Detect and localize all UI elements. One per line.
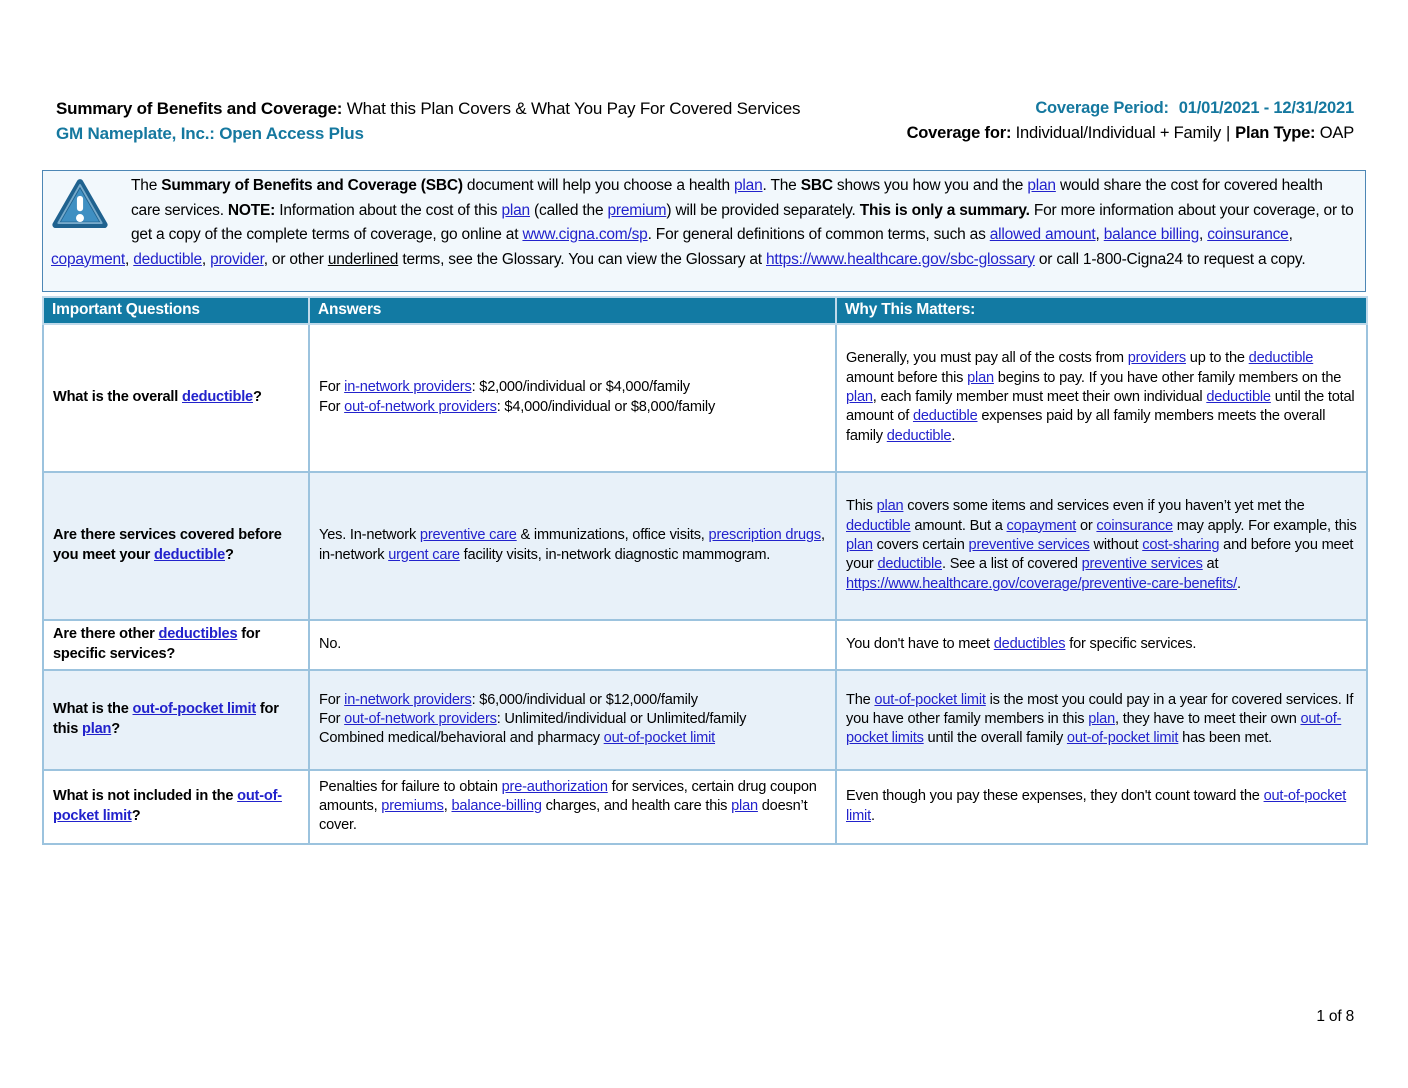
text-segment: What is the overall xyxy=(53,388,182,405)
text-segment: Information about the cost of this xyxy=(275,201,502,219)
coverage-period xyxy=(907,96,1354,121)
title-main: Summary of Benefits and Coverage: xyxy=(56,99,343,118)
glossary-link[interactable]: copayment xyxy=(1006,517,1077,534)
glossary-link[interactable]: deductible xyxy=(846,517,911,534)
text-segment: , xyxy=(201,250,211,268)
glossary-link[interactable]: deductibles xyxy=(993,635,1066,652)
glossary-link[interactable]: deductible xyxy=(877,556,942,573)
title-block xyxy=(56,96,800,146)
text-segment: ) will be provided separately. xyxy=(666,201,860,219)
benefits-table xyxy=(42,296,1368,845)
text-segment: Penalties for failure to obtain xyxy=(319,778,502,795)
text-segment: expenses paid by all family members meets the overall family xyxy=(846,408,1326,444)
text-segment: Combined medical/behavioral and pharmacy xyxy=(319,730,604,747)
answer-cell xyxy=(309,670,836,770)
coverage-for-line xyxy=(907,121,1354,146)
text-segment: The xyxy=(846,691,875,708)
glossary-link[interactable]: plan xyxy=(876,498,904,515)
glossary-link[interactable]: deductible xyxy=(182,388,253,405)
col-header-answers: Answers xyxy=(309,297,836,324)
separator: | xyxy=(1226,124,1231,142)
answer-cell xyxy=(309,770,836,844)
title-subtext: What this Plan Covers & What You Pay For Covered Services xyxy=(342,99,801,118)
text-segment: up to the xyxy=(1185,350,1249,367)
text-segment: document will help you choose a health xyxy=(462,177,735,194)
text-segment: & immunizations, office visits, xyxy=(516,527,709,544)
why-cell xyxy=(836,472,1367,620)
glossary-link[interactable]: plan xyxy=(1027,177,1056,194)
glossary-link[interactable]: deductible xyxy=(1206,388,1271,405)
glossary-link[interactable]: plan xyxy=(846,388,873,405)
text-segment: ? xyxy=(252,388,262,405)
glossary-link[interactable]: https://www.healthcare.gov/sbc-glossary xyxy=(766,250,1035,268)
text-segment: for specific services. xyxy=(1065,635,1197,652)
text-segment: , they have to meet their own xyxy=(1115,710,1301,727)
glossary-link[interactable]: out-of-pocket limit xyxy=(846,788,1347,824)
text-segment: , xyxy=(1199,226,1208,243)
text-segment: , xyxy=(1095,226,1104,243)
glossary-link[interactable]: providers xyxy=(1127,350,1186,367)
question-cell xyxy=(43,472,309,620)
text-segment: covers some items and services even if you haven’t yet met the xyxy=(903,498,1305,515)
text-segment: NOTE: xyxy=(227,201,276,219)
glossary-link[interactable]: preventive services xyxy=(1081,556,1203,573)
glossary-link[interactable]: www.cigna.com/sp xyxy=(522,226,648,243)
glossary-link[interactable]: cost-sharing xyxy=(1142,536,1220,553)
glossary-link[interactable]: out-of-pocket limit xyxy=(53,788,282,824)
text-segment: : $6,000/individual or $12,000/family xyxy=(471,691,698,708)
why-cell xyxy=(836,324,1367,472)
glossary-link[interactable]: preventive services xyxy=(968,536,1090,553)
text-segment: for services, certain drug coupon amounts, xyxy=(319,778,817,814)
glossary-link[interactable]: plan xyxy=(846,536,873,553)
glossary-link[interactable]: provider xyxy=(210,250,264,268)
text-segment: What is the xyxy=(53,701,133,718)
glossary-link[interactable]: deductible xyxy=(912,408,978,425)
glossary-link[interactable]: out-of-pocket limit xyxy=(603,730,716,747)
text-segment: at xyxy=(1202,556,1219,573)
text-segment: For xyxy=(319,691,345,708)
text-segment: ? xyxy=(225,546,234,563)
glossary-link[interactable]: preventive care xyxy=(419,527,517,544)
text-segment: amount before this xyxy=(846,369,968,386)
text-segment: For more information about your coverage, or to get a copy of the complete terms of coverage, go online at xyxy=(131,201,1354,243)
table-row xyxy=(43,324,1367,472)
text-segment: begins to pay. If you have other family members on the xyxy=(993,369,1342,386)
glossary-link[interactable]: out-of-network providers xyxy=(344,710,497,727)
text-segment: shows you how you and the xyxy=(832,177,1028,194)
glossary-link[interactable]: out-of-pocket limit xyxy=(132,701,256,718)
text-segment: , or other xyxy=(263,250,328,268)
glossary-link[interactable]: out-of-pocket limits xyxy=(846,710,1342,747)
why-cell xyxy=(836,770,1367,844)
coverage-block xyxy=(907,96,1354,146)
glossary-link[interactable]: prescription drugs xyxy=(708,527,821,544)
table-row xyxy=(43,770,1367,844)
glossary-link[interactable]: plan xyxy=(82,720,112,737)
coverage-period-value: 01/01/2021 - 12/31/2021 xyxy=(1178,99,1354,117)
text-segment: facility visits, in-network diagnostic mammogram. xyxy=(459,546,771,563)
coverage-for-label: Coverage for: xyxy=(906,124,1012,142)
text-segment: For xyxy=(319,398,345,415)
glossary-link[interactable]: copayment xyxy=(51,250,126,268)
text-segment: . For general definitions of common terms, such as xyxy=(647,226,990,243)
intro-warning-box xyxy=(42,170,1366,292)
plan-type-label: Plan Type: xyxy=(1235,124,1316,142)
text-segment: . xyxy=(1236,575,1241,592)
text-segment: . xyxy=(870,807,875,824)
glossary-link[interactable]: coinsurance xyxy=(1096,517,1173,534)
text-segment: amount. But a xyxy=(910,517,1007,534)
question-cell xyxy=(43,620,309,670)
text-segment: is the most you could pay in a year for covered services. If you have other family members in this xyxy=(846,691,1354,727)
glossary-link[interactable]: in-network providers xyxy=(344,379,472,396)
text-segment: , in-network xyxy=(319,527,825,563)
glossary-link[interactable]: in-network providers xyxy=(344,691,472,708)
question-cell xyxy=(43,324,309,472)
glossary-link[interactable]: out-of-network providers xyxy=(344,398,497,415)
text-segment: terms, see the Glossary. You can view the Glossary at xyxy=(398,250,767,268)
text-segment: , xyxy=(443,797,452,814)
text-segment: ? xyxy=(111,720,120,737)
text-segment: until the total amount of xyxy=(846,388,1355,425)
glossary-link[interactable]: deductible xyxy=(133,250,202,268)
glossary-link[interactable]: allowed amount xyxy=(989,226,1096,243)
text-segment: , xyxy=(125,250,134,268)
why-cell xyxy=(836,670,1367,770)
text-segment: What is not included in the xyxy=(53,788,238,805)
text-segment: has been met. xyxy=(1178,730,1273,747)
glossary-link[interactable]: coinsurance xyxy=(1207,226,1289,243)
glossary-link[interactable]: deductibles xyxy=(158,626,238,643)
text-segment: for specific services? xyxy=(53,626,261,662)
text-segment: . See a list of covered xyxy=(942,556,1082,573)
why-cell xyxy=(836,620,1367,670)
glossary-link[interactable]: out-of-pocket limit xyxy=(874,691,986,708)
text-segment: covers certain xyxy=(872,536,969,553)
glossary-link[interactable]: urgent care xyxy=(388,546,460,563)
text-segment: This xyxy=(846,498,877,515)
text-segment: , each family member must meet their own individual xyxy=(872,388,1207,405)
table-row xyxy=(43,620,1367,670)
plan-name: GM Nameplate, Inc.: Open Access Plus xyxy=(56,124,364,143)
question-cell xyxy=(43,670,309,770)
glossary-link[interactable]: plan xyxy=(734,177,763,194)
glossary-link[interactable]: balance billing xyxy=(1103,226,1199,243)
text-segment: SBC xyxy=(800,177,833,194)
glossary-link[interactable]: premiums xyxy=(381,797,444,814)
warning-triangle-icon xyxy=(51,176,109,232)
text-segment: Are there services covered before you meet your xyxy=(53,527,282,563)
glossary-link[interactable]: plan xyxy=(731,797,758,814)
text-segment: ? xyxy=(131,807,141,824)
text-segment: : $4,000/individual or $8,000/family xyxy=(496,398,716,415)
text-segment: For xyxy=(319,379,345,396)
plan-type-value: OAP xyxy=(1319,124,1354,142)
glossary-link[interactable]: pre-authorization xyxy=(501,778,608,795)
answer-cell xyxy=(309,324,836,472)
page-title xyxy=(56,96,800,121)
glossary-link[interactable]: deductible xyxy=(886,427,952,444)
text-segment: doesn’t cover. xyxy=(319,797,808,834)
answer-cell xyxy=(309,620,836,670)
text-segment: would share the cost for covered health care services. xyxy=(131,177,1323,219)
text-segment: without xyxy=(1089,536,1143,553)
text-segment: You don't have to meet xyxy=(846,635,994,652)
glossary-link[interactable]: plan xyxy=(501,201,530,219)
text-segment: charges, and health care this xyxy=(541,797,732,814)
text-segment: may apply. For example, this xyxy=(1172,517,1357,534)
col-header-important-questions: Important Questions xyxy=(43,297,309,324)
glossary-link[interactable]: plan xyxy=(1088,710,1116,727)
table-row xyxy=(43,472,1367,620)
text-segment: Generally, you must pay all of the costs from xyxy=(846,350,1128,367)
table-row xyxy=(43,670,1367,770)
glossary-link[interactable]: balance-billing xyxy=(451,797,542,814)
question-cell xyxy=(43,770,309,844)
glossary-link[interactable]: out-of-pocket limit xyxy=(1066,730,1179,747)
text-segment: . The xyxy=(762,177,801,194)
text-segment: . xyxy=(951,427,956,444)
glossary-link[interactable]: deductible xyxy=(154,546,225,563)
intro-text xyxy=(51,177,1354,268)
coverage-period-label: Coverage Period: xyxy=(1035,99,1169,117)
text-segment: This is only a summary. xyxy=(859,201,1030,219)
text-segment: , xyxy=(1288,226,1293,243)
answer-cell xyxy=(309,472,836,620)
text-segment: : Unlimited/individual or Unlimited/family xyxy=(496,710,747,727)
text-segment: Summary of Benefits and Coverage (SBC) xyxy=(161,177,463,194)
text-segment: or xyxy=(1076,517,1097,534)
text-segment: No. xyxy=(319,635,342,652)
glossary-link[interactable]: https://www.healthcare.gov/coverage/preventive-care-benefits/ xyxy=(846,575,1237,592)
col-header-why-this-matters: Why This Matters: xyxy=(836,297,1367,324)
text-segment: for this xyxy=(53,701,279,737)
text-segment: (called the xyxy=(529,201,608,219)
coverage-for-value: Individual/Individual + Family xyxy=(1015,124,1222,142)
text-segment: Even though you pay these expenses, they don't count toward the xyxy=(846,788,1264,805)
glossary-link[interactable]: plan xyxy=(967,369,994,386)
table-header-row xyxy=(43,297,1367,324)
glossary-link[interactable]: premium xyxy=(607,201,667,219)
text-segment: until the overall family xyxy=(923,730,1067,747)
glossary-link[interactable]: deductible xyxy=(1248,350,1314,367)
text-segment: : $2,000/individual or $4,000/family xyxy=(471,379,690,396)
text-segment: Are there other xyxy=(53,626,159,643)
text-segment: The xyxy=(131,177,162,194)
document-header xyxy=(56,96,1354,146)
text-segment: or call 1-800-Cigna24 to request a copy. xyxy=(1034,250,1306,268)
text-segment: and before you meet your xyxy=(846,536,1354,573)
text-segment: underlined xyxy=(327,250,399,268)
text-segment: Yes. In-network xyxy=(319,527,420,544)
page-number: 1 of 8 xyxy=(1316,1008,1354,1025)
text-segment: For xyxy=(319,710,345,727)
